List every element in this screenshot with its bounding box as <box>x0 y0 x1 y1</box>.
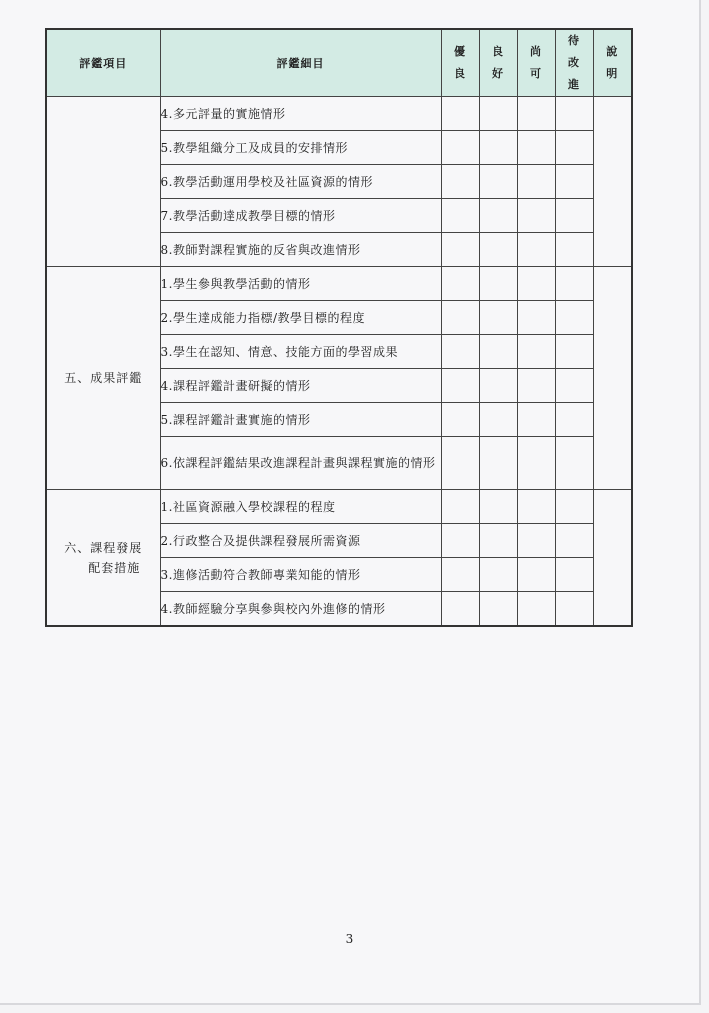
rating-cell-improve[interactable] <box>555 301 593 335</box>
header-excellent-char: 良 <box>454 67 466 80</box>
detail-item: 5.教學組織分工及成員的安排情形 <box>160 131 441 165</box>
rating-cell-good[interactable] <box>479 558 517 592</box>
rating-cell-excellent[interactable] <box>441 97 479 131</box>
table-body <box>46 97 632 627</box>
header-note-char: 明 <box>606 67 619 80</box>
rating-cell-fair[interactable] <box>517 199 555 233</box>
rating-cell-fair[interactable] <box>517 267 555 301</box>
rating-cell-good[interactable] <box>479 267 517 301</box>
note-cell[interactable] <box>593 97 632 267</box>
table-header <box>46 29 632 97</box>
detail-item: 6.依課程評鑑結果改進課程計畫與課程實施的情形 <box>160 437 441 490</box>
header-fair-char: 尚 <box>530 45 542 58</box>
header-improve-char: 進 <box>568 78 580 91</box>
rating-cell-good[interactable] <box>479 403 517 437</box>
rating-cell-improve[interactable] <box>555 199 593 233</box>
header-good-char: 好 <box>492 67 504 80</box>
rating-cell-improve[interactable] <box>555 335 593 369</box>
header-good-char: 良 <box>492 45 504 58</box>
rating-cell-good[interactable] <box>479 335 517 369</box>
rating-cell-improve[interactable] <box>555 592 593 627</box>
rating-cell-excellent[interactable] <box>441 233 479 267</box>
rating-cell-improve[interactable] <box>555 437 593 490</box>
rating-cell-improve[interactable] <box>555 131 593 165</box>
rating-cell-good[interactable] <box>479 524 517 558</box>
rating-cell-excellent[interactable] <box>441 558 479 592</box>
header-good <box>479 29 517 97</box>
evaluation-table <box>45 28 633 627</box>
rating-cell-fair[interactable] <box>517 131 555 165</box>
detail-item: 5.課程評鑑計畫實施的情形 <box>160 403 441 437</box>
detail-item: 6.教學活動運用學校及社區資源的情形 <box>160 165 441 199</box>
rating-cell-good[interactable] <box>479 301 517 335</box>
rating-cell-improve[interactable] <box>555 233 593 267</box>
note-cell[interactable] <box>593 267 632 490</box>
rating-cell-excellent[interactable] <box>441 524 479 558</box>
header-note <box>593 29 632 97</box>
header-excellent <box>441 29 479 97</box>
detail-item: 2.學生達成能力指標/教學目標的程度 <box>160 301 441 335</box>
rating-cell-improve[interactable] <box>555 267 593 301</box>
rating-cell-excellent[interactable] <box>441 301 479 335</box>
rating-cell-good[interactable] <box>479 592 517 627</box>
rating-cell-fair[interactable] <box>517 490 555 524</box>
rating-cell-excellent[interactable] <box>441 592 479 627</box>
rating-cell-improve[interactable] <box>555 369 593 403</box>
header-excellent-char: 優 <box>454 45 466 58</box>
rating-cell-fair[interactable] <box>517 437 555 490</box>
rating-cell-improve[interactable] <box>555 403 593 437</box>
category-cell-support <box>46 490 160 627</box>
category-cell-outcome: 五、成果評鑑 <box>46 267 160 490</box>
rating-cell-fair[interactable] <box>517 233 555 267</box>
detail-item: 3.進修活動符合教師專業知能的情形 <box>160 558 441 592</box>
rating-cell-fair[interactable] <box>517 335 555 369</box>
rating-cell-excellent[interactable] <box>441 335 479 369</box>
category-line: 六、課程發展 <box>64 540 143 555</box>
rating-cell-good[interactable] <box>479 369 517 403</box>
rating-cell-good[interactable] <box>479 490 517 524</box>
rating-cell-improve[interactable] <box>555 524 593 558</box>
detail-item: 4.教師經驗分享與參與校內外進修的情形 <box>160 592 441 627</box>
rating-cell-fair[interactable] <box>517 97 555 131</box>
header-category: 評鑑項目 <box>46 29 160 97</box>
detail-item: 3.學生在認知、情意、技能方面的學習成果 <box>160 335 441 369</box>
header-fair-char: 可 <box>530 67 542 80</box>
rating-cell-excellent[interactable] <box>441 267 479 301</box>
table-row <box>46 267 632 301</box>
rating-cell-improve[interactable] <box>555 165 593 199</box>
rating-cell-excellent[interactable] <box>441 437 479 490</box>
rating-cell-good[interactable] <box>479 165 517 199</box>
detail-item: 7.教學活動達成教學目標的情形 <box>160 199 441 233</box>
rating-cell-fair[interactable] <box>517 558 555 592</box>
rating-cell-fair[interactable] <box>517 524 555 558</box>
rating-cell-improve[interactable] <box>555 97 593 131</box>
rating-cell-excellent[interactable] <box>441 131 479 165</box>
header-improve-char: 待 <box>568 34 580 47</box>
detail-item: 4.多元評量的實施情形 <box>160 97 441 131</box>
rating-cell-good[interactable] <box>479 97 517 131</box>
rating-cell-fair[interactable] <box>517 403 555 437</box>
rating-cell-excellent[interactable] <box>441 199 479 233</box>
page-number: 3 <box>345 932 354 946</box>
rating-cell-good[interactable] <box>479 199 517 233</box>
rating-cell-excellent[interactable] <box>441 165 479 199</box>
table-row <box>46 490 632 524</box>
header-note-char: 說 <box>606 45 619 58</box>
rating-cell-fair[interactable] <box>517 592 555 627</box>
header-fair <box>517 29 555 97</box>
rating-cell-good[interactable] <box>479 437 517 490</box>
table-row <box>46 97 632 131</box>
rating-cell-improve[interactable] <box>555 558 593 592</box>
rating-cell-excellent[interactable] <box>441 490 479 524</box>
detail-item: 4.課程評鑑計畫研擬的情形 <box>160 369 441 403</box>
rating-cell-fair[interactable] <box>517 165 555 199</box>
rating-cell-improve[interactable] <box>555 490 593 524</box>
header-detail: 評鑑細目 <box>160 29 441 97</box>
detail-item: 1.學生參與教學活動的情形 <box>160 267 441 301</box>
rating-cell-excellent[interactable] <box>441 369 479 403</box>
category-cell-continued <box>46 97 160 267</box>
rating-cell-excellent[interactable] <box>441 403 479 437</box>
note-cell[interactable] <box>593 490 632 627</box>
header-improve-char: 改 <box>568 56 580 69</box>
rating-cell-good[interactable] <box>479 233 517 267</box>
category-line: 配套措施 <box>88 560 141 575</box>
rating-cell-fair[interactable] <box>517 301 555 335</box>
detail-item: 8.教師對課程實施的反省與改進情形 <box>160 233 441 267</box>
rating-cell-fair[interactable] <box>517 369 555 403</box>
rating-cell-good[interactable] <box>479 131 517 165</box>
header-improve <box>555 29 593 97</box>
detail-item: 2.行政整合及提供課程發展所需資源 <box>160 524 441 558</box>
detail-item: 1.社區資源融入學校課程的程度 <box>160 490 441 524</box>
